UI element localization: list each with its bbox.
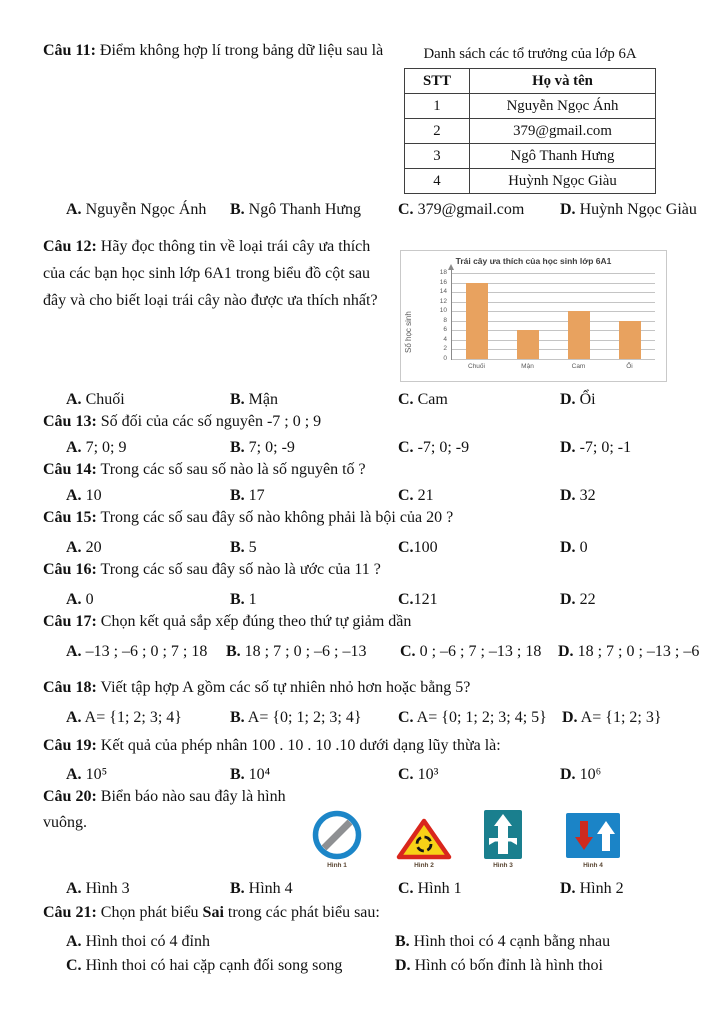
table-row xyxy=(405,169,656,194)
option-C: C.121 xyxy=(398,591,438,608)
table-row xyxy=(405,94,656,119)
question-12-options xyxy=(0,391,724,413)
chart-gridline xyxy=(451,359,655,360)
question-12 xyxy=(43,238,370,256)
option-letter: B. xyxy=(230,709,245,726)
question-17-text: Chọn kết quả sắp xếp đúng theo thứ tự giảm dần xyxy=(100,613,412,630)
question-21-label: Câu 21: xyxy=(43,904,97,921)
option-letter: C. xyxy=(398,539,414,556)
question-20 xyxy=(43,788,286,806)
option-letter: A. xyxy=(66,766,82,783)
option-letter: B. xyxy=(230,766,245,783)
option-letter: C. xyxy=(398,439,414,456)
option-letter: D. xyxy=(560,539,576,556)
option-D: D. Huỳnh Ngọc Giàu xyxy=(560,201,697,218)
option-A: A. 7; 0; 9 xyxy=(66,439,127,456)
question-15-label: Câu 15: xyxy=(43,509,97,526)
option-C: C. Hình 1 xyxy=(398,880,462,897)
table-row xyxy=(405,119,656,144)
chart-title: Trái cây ưa thích của học sinh lớp 6A1 xyxy=(455,256,612,266)
option-B: B. Mận xyxy=(230,391,278,408)
option-letter: D. xyxy=(560,880,576,897)
option-D: D. Ổi xyxy=(560,391,596,408)
question-20-options xyxy=(0,880,724,902)
option-B: B. Ngô Thanh Hưng xyxy=(230,201,362,218)
chart-y-tick-label: 4 xyxy=(443,335,447,343)
option-letter: A. xyxy=(66,201,82,218)
sign-4-caption: Hình 4 xyxy=(583,862,603,869)
table-row xyxy=(405,144,656,169)
chart-y-tick-label: 10 xyxy=(439,307,447,315)
option-C: C. 379@gmail.com xyxy=(398,201,525,218)
option-B: B. 17 xyxy=(230,487,265,504)
question-21-options-row2 xyxy=(0,957,724,979)
question-18 xyxy=(43,679,470,697)
option-B: B. 7; 0; -9 xyxy=(230,439,295,456)
sign-2-caption: Hình 2 xyxy=(414,862,434,869)
chart-gridline xyxy=(451,273,655,274)
option-D: D. Hình có bốn đỉnh là hình thoi xyxy=(395,957,603,974)
question-16-label: Câu 16: xyxy=(43,561,97,578)
question-20-text-line2: vuông. xyxy=(43,814,87,831)
question-20-text-line1: Biển báo nào sau đây là hình xyxy=(100,788,286,805)
option-letter: A. xyxy=(66,709,82,726)
table-cell: Huỳnh Ngọc Giàu xyxy=(470,169,656,194)
question-19-label: Câu 19: xyxy=(43,737,97,754)
chart-y-axis xyxy=(451,270,452,360)
question-11-label: Câu 11: xyxy=(43,42,96,59)
option-letter: B. xyxy=(230,539,245,556)
question-14-text: Trong các số sau số nào là số nguyên tố ? xyxy=(100,461,366,478)
option-A: A. 10⁵ xyxy=(66,766,108,783)
option-letter: C. xyxy=(398,880,414,897)
roundabout-warning-sign-icon xyxy=(396,818,452,860)
question-11-text: Điểm không hợp lí trong bảng dữ liệu sau là xyxy=(99,42,384,59)
option-letter: C. xyxy=(66,957,82,974)
option-D: D. -7; 0; -1 xyxy=(560,439,632,456)
question-16-options xyxy=(0,591,724,613)
option-letter: B. xyxy=(226,643,241,660)
question-11 xyxy=(43,42,383,60)
option-C: C. 21 xyxy=(398,487,434,504)
chart-y-tick-label: 6 xyxy=(443,326,447,334)
chart-y-axis-label: Số học sinh xyxy=(404,311,413,353)
option-A: A. 0 xyxy=(66,591,94,608)
chart-y-tick-label: 12 xyxy=(439,297,447,305)
col-header-name: Họ và tên xyxy=(470,69,656,94)
question-13-text: Số đối của các số nguyên -7 ; 0 ; 9 xyxy=(100,413,322,430)
option-letter: A. xyxy=(66,439,82,456)
chart-bar-3 xyxy=(568,311,590,359)
chart-x-tick-label: Ổi xyxy=(626,363,633,370)
question-14-label: Câu 14: xyxy=(43,461,97,478)
question-13-options xyxy=(0,439,724,461)
option-B: B. 1 xyxy=(230,591,257,608)
chart-y-tick-label: 16 xyxy=(439,278,447,286)
priority-road-sign-icon xyxy=(484,810,522,859)
question-21-text-bold: Sai xyxy=(202,904,224,921)
question-18-text: Viết tập hợp A gồm các số tự nhiên nhỏ hơn hoặc bằng 5? xyxy=(100,679,471,696)
option-letter: A. xyxy=(66,539,82,556)
question-13-label: Câu 13: xyxy=(43,413,97,430)
option-letter: D. xyxy=(558,643,574,660)
option-letter: A. xyxy=(66,487,82,504)
option-letter: C. xyxy=(398,709,414,726)
question-12-label: Câu 12: xyxy=(43,238,97,255)
question-20-label: Câu 20: xyxy=(43,788,97,805)
chart-x-tick-label: Cam xyxy=(571,363,586,370)
option-C: C. 10³ xyxy=(398,766,439,783)
option-D: D. Hình 2 xyxy=(560,880,624,897)
option-letter: A. xyxy=(66,391,82,408)
option-letter: C. xyxy=(398,201,414,218)
option-C: C. Hình thoi có hai cặp cạnh đối song song xyxy=(66,957,343,974)
col-header-stt: STT xyxy=(405,69,470,94)
option-C: C.100 xyxy=(398,539,438,556)
option-B: B. 10⁴ xyxy=(230,766,271,783)
question-15-text: Trong các số sau đây số nào không phải là bội của 20 ? xyxy=(100,509,454,526)
option-letter: B. xyxy=(230,880,245,897)
option-A: A. Chuối xyxy=(66,391,125,408)
no-stopping-sign-icon xyxy=(312,810,362,860)
table-cell: 1 xyxy=(405,94,470,119)
chart-y-tick-label: 0 xyxy=(443,355,447,362)
option-C: C. A= {0; 1; 2; 3; 4; 5} xyxy=(398,709,547,726)
question-12-text-line3: đây và cho biết loại trái cây nào được ưa thích nhất? xyxy=(43,292,378,309)
option-letter: B. xyxy=(230,487,245,504)
option-D: D. 18 ; 7 ; 0 ; –13 ; –6 xyxy=(558,643,700,660)
question-12-text-line2: của các bạn học sinh lớp 6A1 trong biểu đồ cột sau xyxy=(43,265,371,282)
option-letter: D. xyxy=(560,391,576,408)
question-19 xyxy=(43,737,501,755)
chart-x-tick-label: Chuối xyxy=(468,363,485,370)
question-18-label: Câu 18: xyxy=(43,679,97,696)
option-letter: B. xyxy=(230,439,245,456)
option-C: C. Cam xyxy=(398,391,448,408)
chart-bar-2 xyxy=(517,330,539,359)
chart-bar-1 xyxy=(466,283,488,359)
option-letter: B. xyxy=(230,201,245,218)
chart-y-tick-label: 14 xyxy=(439,288,447,296)
option-letter: A. xyxy=(66,591,82,608)
option-letter: C. xyxy=(398,487,414,504)
option-A: A. A= {1; 2; 3; 4} xyxy=(66,709,182,726)
option-letter: D. xyxy=(560,766,576,783)
option-D: D. 10⁶ xyxy=(560,766,602,783)
question-21-text-prefix: Chọn phát biểu xyxy=(100,904,203,921)
option-letter: D. xyxy=(560,201,576,218)
oncoming-priority-sign-icon xyxy=(566,813,620,858)
option-letter: B. xyxy=(230,391,245,408)
option-letter: D. xyxy=(560,487,576,504)
table-header-row xyxy=(405,69,656,94)
chart-x-tick-label: Mận xyxy=(521,363,534,370)
chart-y-axis-arrow xyxy=(448,264,454,270)
option-D: D. 0 xyxy=(560,539,588,556)
table-cell: Ngô Thanh Hưng xyxy=(470,144,656,169)
option-letter: A. xyxy=(66,643,82,660)
option-letter: D. xyxy=(562,709,578,726)
question-18-options xyxy=(0,709,724,731)
option-C: C. -7; 0; -9 xyxy=(398,439,470,456)
option-letter: C. xyxy=(398,591,414,608)
chart-y-tick-label: 8 xyxy=(443,316,447,324)
question-16-text: Trong các số sau đây số nào là ước của 11 ? xyxy=(100,561,381,578)
option-A: A. Hình 3 xyxy=(66,880,130,897)
option-letter: C. xyxy=(398,766,414,783)
question-21 xyxy=(43,904,380,922)
option-A: A. 20 xyxy=(66,539,102,556)
option-D: D. A= {1; 2; 3} xyxy=(562,709,662,726)
option-A: A. –13 ; –6 ; 0 ; 7 ; 18 xyxy=(66,643,208,660)
question-17 xyxy=(43,613,411,631)
option-letter: A. xyxy=(66,880,82,897)
question-15 xyxy=(43,509,453,527)
question-21-options-row1 xyxy=(0,933,724,955)
table-cell: 2 xyxy=(405,119,470,144)
option-A: A. Hình thoi có 4 đỉnh xyxy=(66,933,210,950)
question-14 xyxy=(43,461,366,479)
option-letter: A. xyxy=(66,933,82,950)
chart-y-tick-label: 18 xyxy=(439,269,447,276)
table-cell: Nguyễn Ngọc Ánh xyxy=(470,94,656,119)
option-A: A. Nguyễn Ngọc Ánh xyxy=(66,201,207,218)
question-13 xyxy=(43,413,321,431)
fruit-bar-chart xyxy=(400,250,667,382)
option-letter: D. xyxy=(395,957,411,974)
question-15-options xyxy=(0,539,724,561)
option-letter: C. xyxy=(400,643,416,660)
option-B: B. 18 ; 7 ; 0 ; –6 ; –13 xyxy=(226,643,367,660)
leaders-table xyxy=(404,68,656,194)
option-B: B. Hình 4 xyxy=(230,880,293,897)
option-A: A. 10 xyxy=(66,487,102,504)
option-letter: D. xyxy=(560,439,576,456)
question-16 xyxy=(43,561,381,579)
option-letter: C. xyxy=(398,391,414,408)
option-letter: B. xyxy=(395,933,410,950)
table-cell: 4 xyxy=(405,169,470,194)
option-C: C. 0 ; –6 ; 7 ; –13 ; 18 xyxy=(400,643,542,660)
option-letter: D. xyxy=(560,591,576,608)
question-17-label: Câu 17: xyxy=(43,613,97,630)
question-12-text-line1: Hãy đọc thông tin về loại trái cây ưa thích xyxy=(100,238,371,255)
sign-1-caption: Hình 1 xyxy=(327,862,347,869)
sign-3-caption: Hình 3 xyxy=(493,862,513,869)
option-D: D. 32 xyxy=(560,487,596,504)
question-21-text-suffix: trong các phát biểu sau: xyxy=(223,904,380,921)
table-cell: 379@gmail.com xyxy=(470,119,656,144)
chart-y-tick-label: 2 xyxy=(443,345,447,353)
question-19-options xyxy=(0,766,724,788)
chart-bar-4 xyxy=(619,321,641,359)
option-B: B. 5 xyxy=(230,539,257,556)
option-D: D. 22 xyxy=(560,591,596,608)
table-cell: 3 xyxy=(405,144,470,169)
option-B: B. A= {0; 1; 2; 3; 4} xyxy=(230,709,362,726)
question-19-text: Kết quả của phép nhân 100 . 10 . 10 .10 dưới dạng lũy thừa là: xyxy=(100,737,501,754)
question-11-options xyxy=(0,201,724,223)
option-B: B. Hình thoi có 4 cạnh bằng nhau xyxy=(395,933,611,950)
question-17-options xyxy=(0,643,724,665)
table-title: Danh sách các tổ trưởng của lớp 6A xyxy=(423,46,637,62)
question-14-options xyxy=(0,487,724,509)
option-letter: B. xyxy=(230,591,245,608)
